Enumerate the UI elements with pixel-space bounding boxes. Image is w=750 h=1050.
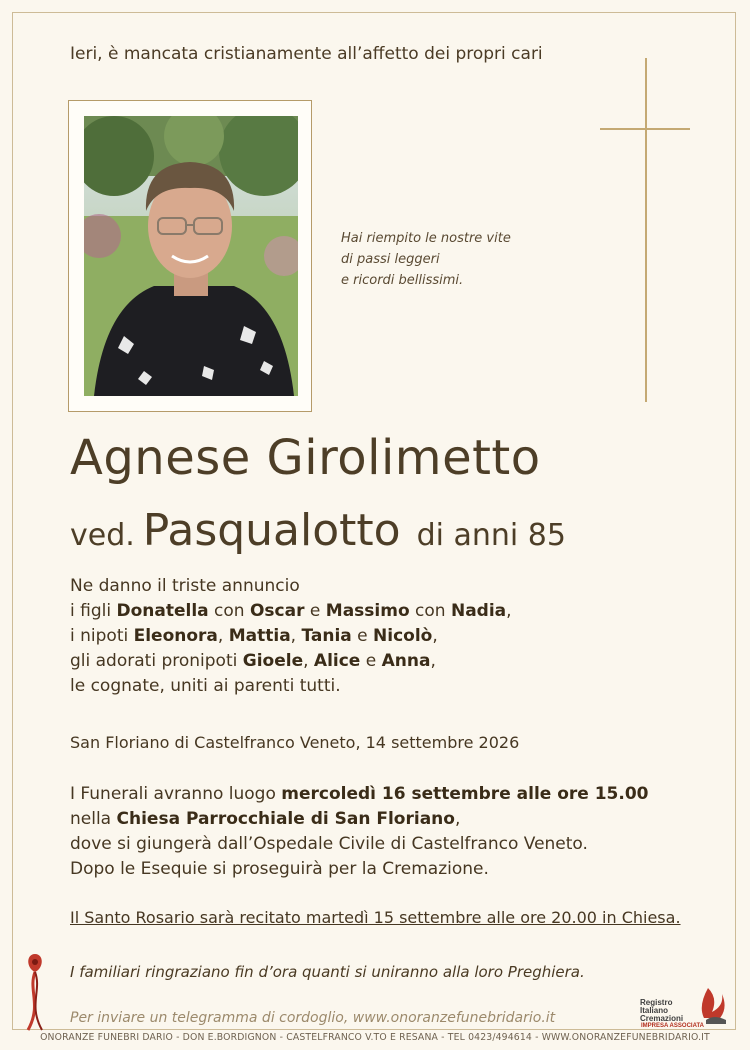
funeral-line: Dopo le Esequie si proseguirà per la Cremazione.	[70, 859, 489, 879]
married-surname: Pasqualotto	[142, 505, 401, 556]
announcement-great-grandchildren: gli adorati pronipoti Gioele, Alice e Anna,	[70, 651, 436, 671]
logo-line: Registro	[640, 998, 673, 1007]
funeral-line: nella Chiesa Parrocchiale di San Floriano,	[70, 809, 461, 829]
announcement-children: i figli Donatella con Oscar e Massimo con Nadia,	[70, 601, 512, 621]
funeral-details	[70, 782, 649, 882]
funeral-line: I Funerali avranno luogo mercoledì 16 settembre alle ore 15.00	[70, 784, 649, 804]
mourning-ribbon-icon	[22, 950, 48, 1032]
announcement-grandchildren: i nipoti Eleonora, Mattia, Tania e Nicolò,	[70, 626, 438, 646]
deceased-name: Agnese Girolimetto	[70, 430, 541, 486]
announcement-line: Ne danno il triste annuncio	[70, 576, 300, 596]
footer-contact: ONORANZE FUNEBRI DARIO - DON E.BORDIGNON - CASTELFRANCO V.TO E RESANA - TEL 0423/494614 - WWW.ONORANZEFUNEBRIDARIO.IT	[40, 1032, 710, 1043]
logo-line: Italiano	[640, 1006, 669, 1015]
quote-line: Hai riempito le nostre vite	[341, 231, 511, 246]
memorial-quote	[341, 228, 511, 291]
rosary-notice: Il Santo Rosario sarà recitato martedì 15 settembre alle ore 20.00 in Chiesa.	[70, 908, 681, 927]
logo-line: Cremazioni	[640, 1014, 684, 1023]
funeral-line: dove si giungerà dall’Ospedale Civile di Castelfranco Veneto.	[70, 834, 588, 854]
place-date: San Floriano di Castelfranco Veneto, 14 settembre 2026	[70, 733, 520, 752]
age: di anni 85	[416, 518, 566, 553]
intro-text: Ieri, è mancata cristianamente all’affetto dei propri cari	[70, 44, 543, 64]
logo-subtitle: IMPRESA ASSOCIATA	[641, 1023, 705, 1029]
quote-line: e ricordi bellissimi.	[341, 273, 464, 288]
thanks-note: I familiari ringraziano fin d’ora quanti si uniranno alla loro Preghiera.	[70, 963, 585, 981]
announcement-line: le cognate, uniti ai parenti tutti.	[70, 676, 341, 696]
widow-prefix: ved.	[70, 518, 135, 553]
deceased-married-name	[70, 505, 566, 556]
telegram-link[interactable]: Per inviare un telegramma di cordoglio, www.onoranzefunebridario.it	[70, 1010, 556, 1026]
announcement	[70, 574, 512, 699]
quote-line: di passi leggeri	[341, 252, 440, 267]
portrait-photo	[84, 116, 298, 396]
